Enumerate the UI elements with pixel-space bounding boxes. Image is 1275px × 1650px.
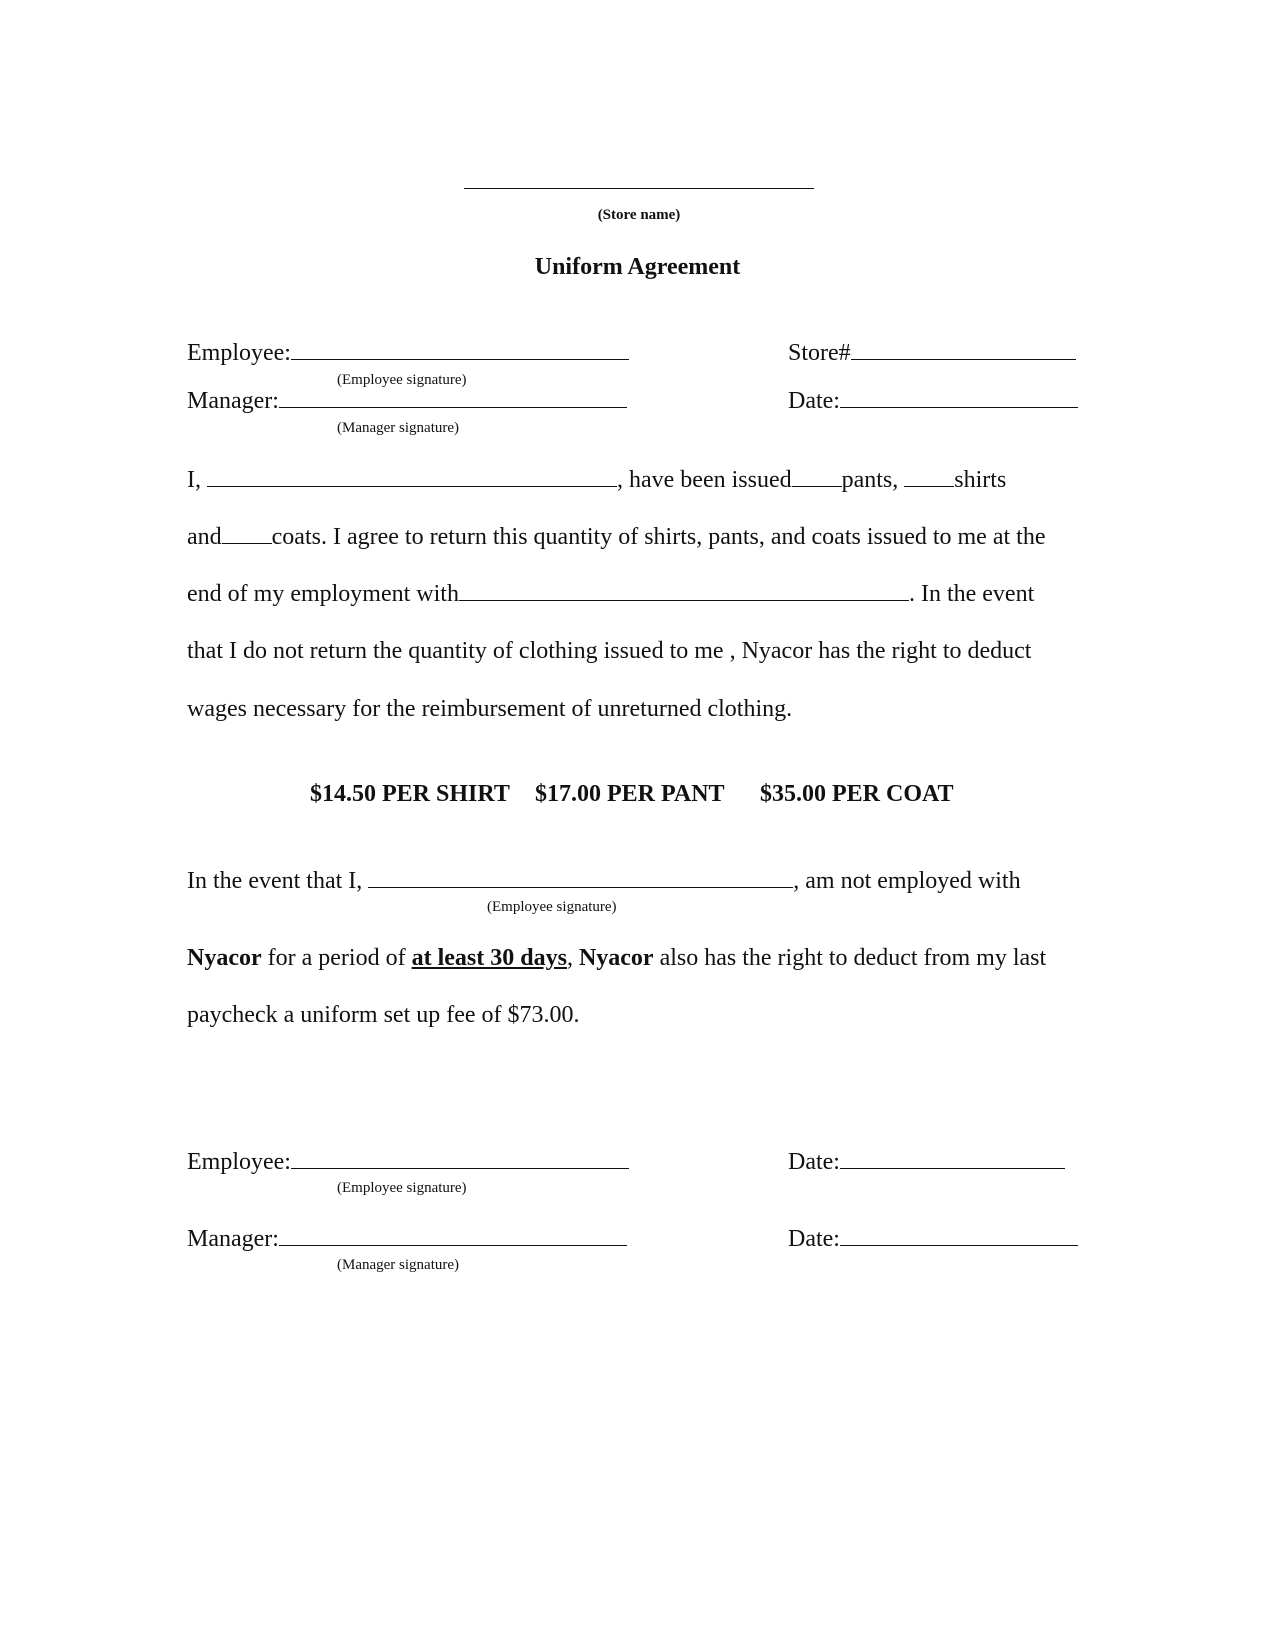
manager-signature-caption: (Manager signature)	[337, 1257, 460, 1273]
employee-signature-field[interactable]	[291, 358, 629, 360]
employee-name-field[interactable]	[207, 485, 617, 487]
date-row	[788, 1226, 1078, 1253]
employee-signature-caption: (Employee signature)	[337, 1180, 467, 1196]
employment-clause-line-3: paycheck a uniform set up fee of $73.00.	[187, 1002, 580, 1028]
manager-row	[187, 388, 627, 415]
company-name: Nyacor	[578, 945, 654, 971]
manager-signature-field[interactable]	[279, 1244, 627, 1246]
store-name-caption: (Store name)	[597, 207, 681, 223]
employee-label: Employee:	[187, 1149, 291, 1175]
pant-price: $17.00 PER PANT	[535, 781, 725, 807]
date-label: Date:	[788, 388, 840, 414]
page-title: Uniform Agreement	[534, 254, 741, 280]
agreement-line-1: I, , have been issued pants, shirts	[187, 467, 1007, 493]
date-label: Date:	[788, 1149, 840, 1175]
coats-quantity-field[interactable]	[222, 542, 272, 544]
agreement-line-3: end of my employment with . In the event	[187, 581, 1035, 607]
date-label: Date:	[788, 1226, 840, 1252]
minimum-period: at least 30 days	[411, 945, 567, 971]
employment-clause-line-2: Nyacor for a period of at least 30 days, Nyacor also has the right to deduct from my last	[187, 945, 1047, 971]
agreement-line-2: and coats. I agree to return this quantity of shirts, pants, and coats issued to me at the	[187, 524, 1046, 550]
date-row	[788, 1149, 1065, 1176]
date-field[interactable]	[840, 1167, 1065, 1169]
employee-signature-caption: (Employee signature)	[337, 372, 467, 388]
pants-quantity-field[interactable]	[792, 485, 842, 487]
agreement-line-4: that I do not return the quantity of clothing issued to me , Nyacor has the right to deduct	[187, 638, 1032, 664]
manager-label: Manager:	[187, 1226, 279, 1252]
date-field[interactable]	[840, 1244, 1078, 1246]
employer-name-field[interactable]	[459, 599, 909, 601]
date-field[interactable]	[840, 406, 1078, 408]
manager-signature-caption: (Manager signature)	[337, 420, 460, 436]
employee-row	[187, 1149, 629, 1176]
employee-signature-clause-field[interactable]	[368, 886, 793, 888]
manager-signature-field[interactable]	[279, 406, 627, 408]
employment-clause-caption: (Employee signature)	[487, 899, 617, 915]
store-name-field[interactable]	[464, 188, 814, 189]
employee-label: Employee:	[187, 340, 291, 366]
employee-signature-field[interactable]	[291, 1167, 629, 1169]
store-number-row	[788, 340, 1076, 367]
manager-row	[187, 1226, 627, 1253]
manager-label: Manager:	[187, 388, 279, 414]
store-number-label: Store#	[788, 340, 851, 366]
employment-clause-line-1: In the event that I, , am not employed with	[187, 868, 1021, 894]
coat-price: $35.00 PER COAT	[760, 781, 954, 807]
shirt-price: $14.50 PER SHIRT	[310, 781, 510, 807]
shirts-quantity-field[interactable]	[904, 485, 954, 487]
agreement-line-5: wages necessary for the reimbursement of unreturned clothing.	[187, 696, 793, 722]
store-number-field[interactable]	[851, 358, 1076, 360]
date-row	[788, 388, 1078, 415]
company-name: Nyacor	[187, 945, 262, 971]
employee-row	[187, 340, 629, 367]
